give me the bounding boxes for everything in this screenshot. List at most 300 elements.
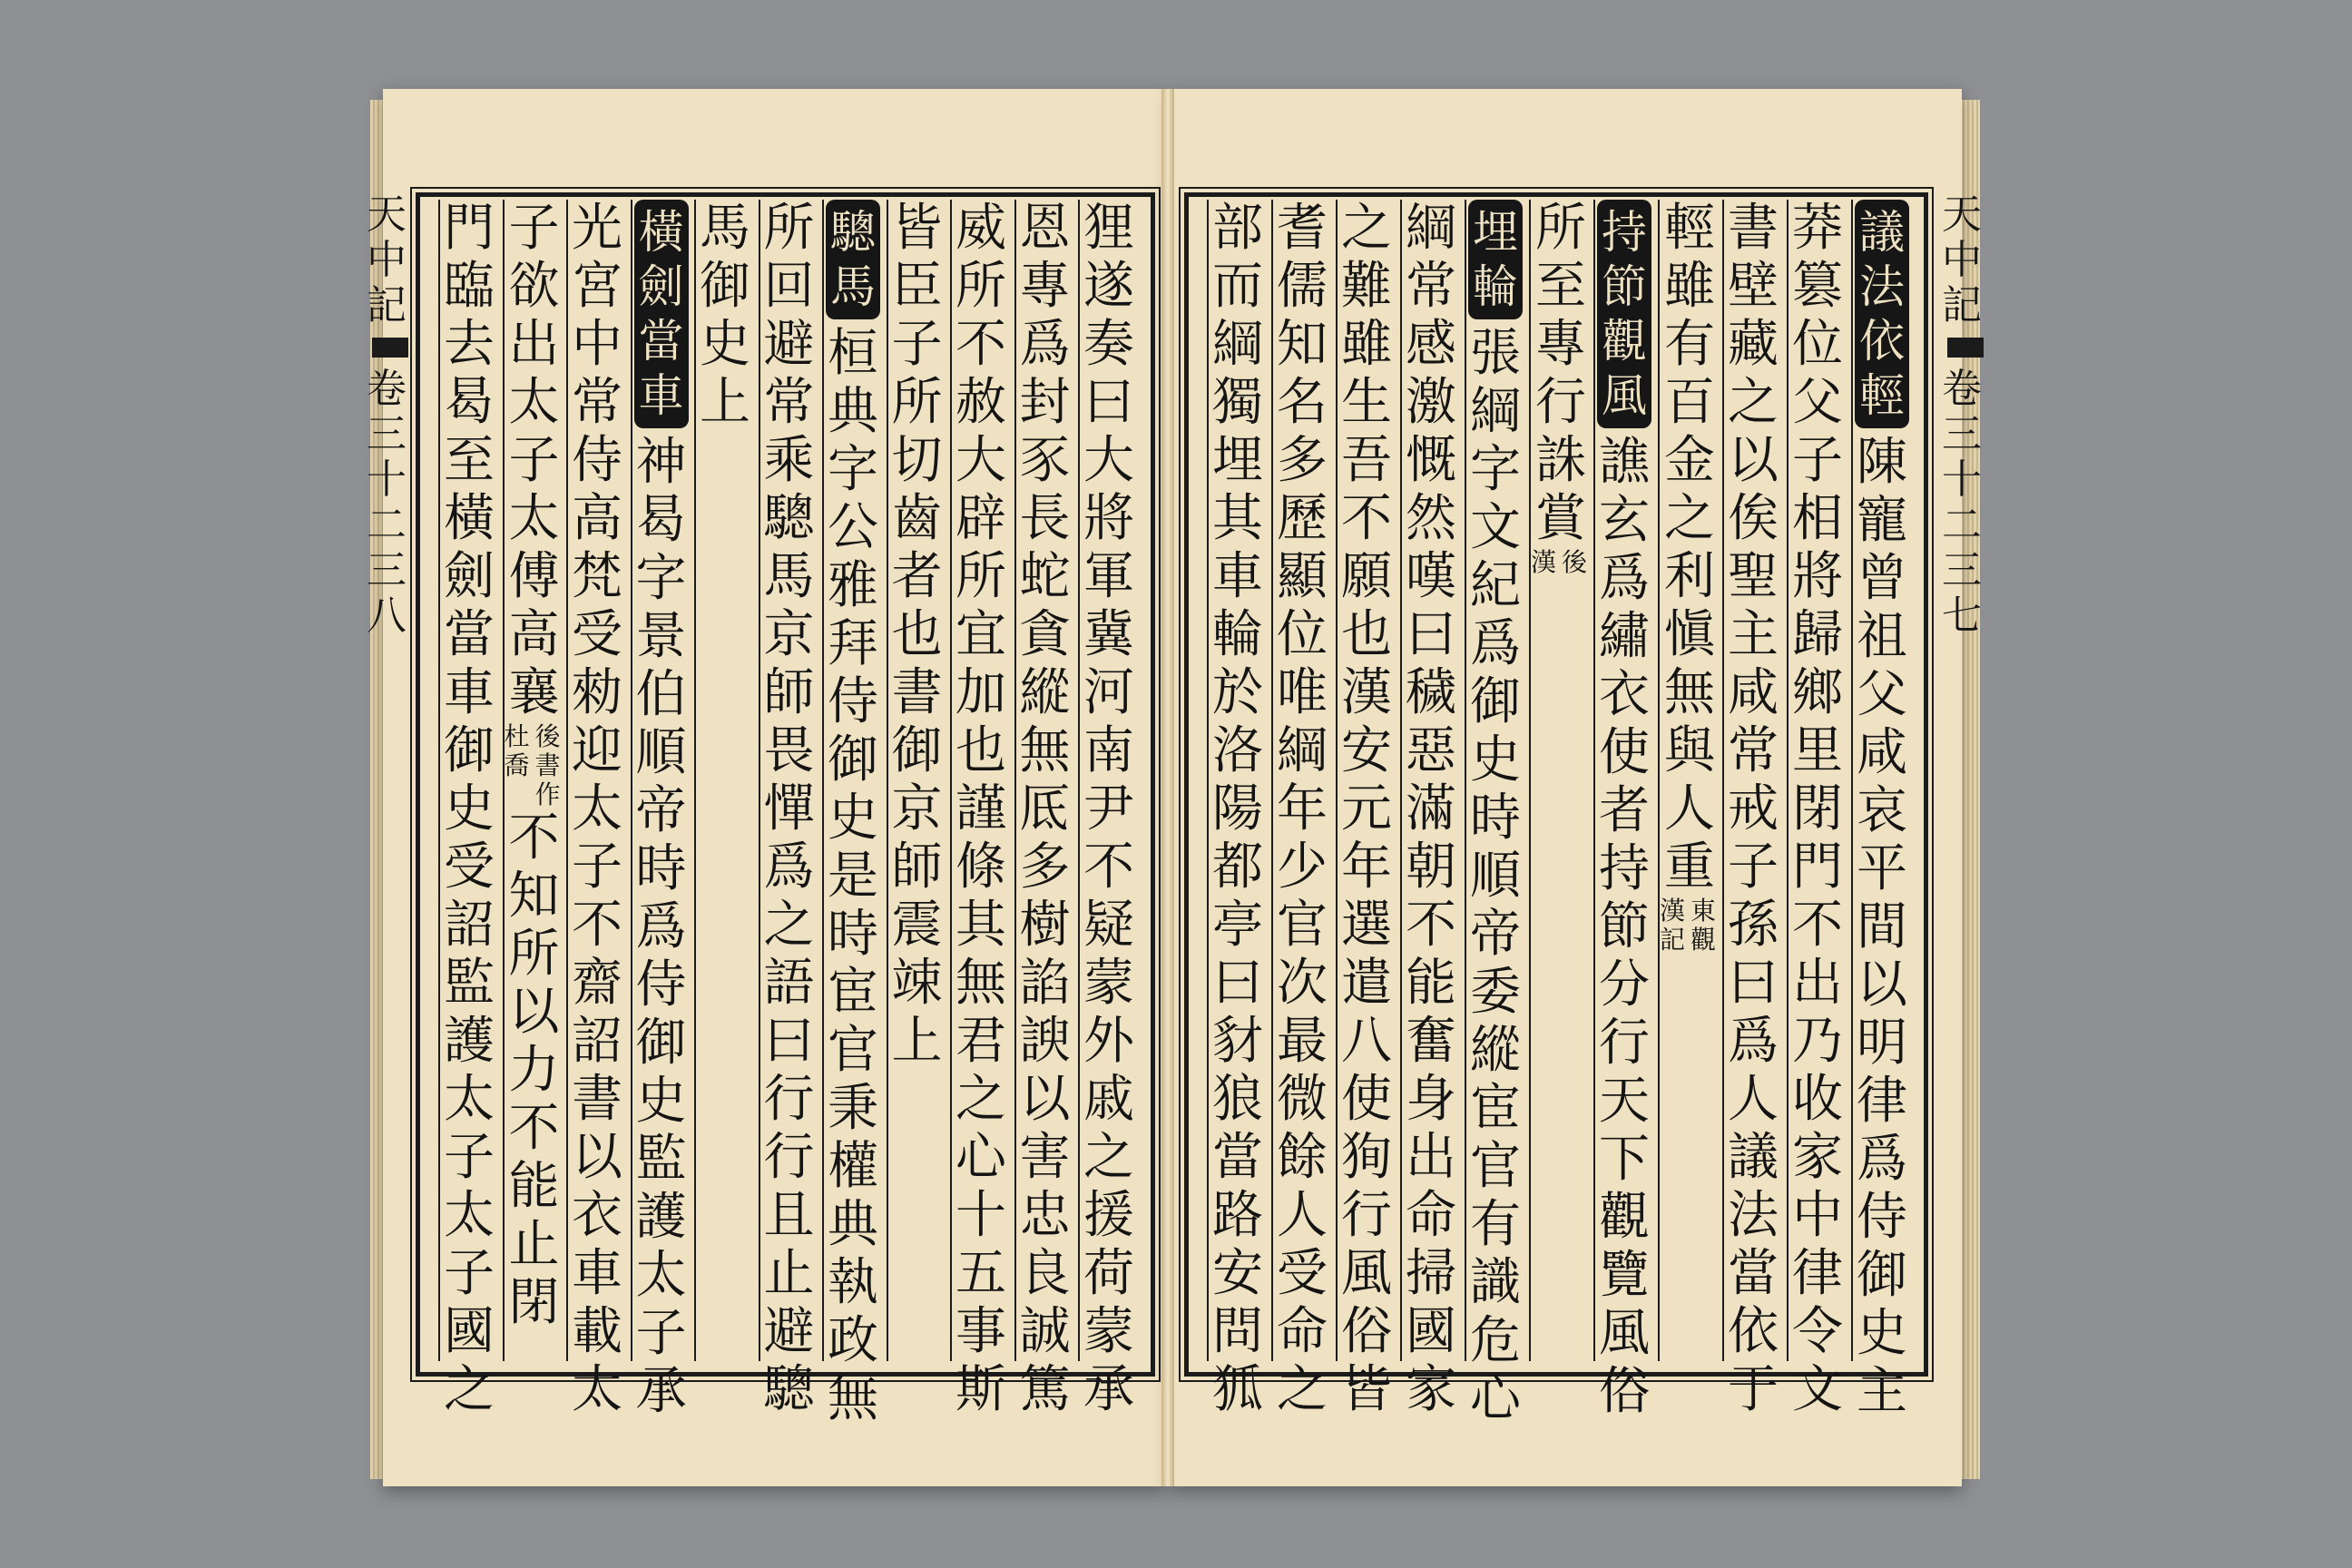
column-char: 常 xyxy=(1406,257,1456,316)
note-char: 觀 xyxy=(1690,925,1717,955)
column-char: 常 xyxy=(1728,721,1779,780)
column-char: 侍 xyxy=(635,956,687,1014)
column-char: 上 xyxy=(891,1012,943,1071)
column-char: 遂 xyxy=(1083,257,1134,316)
column-char: 回 xyxy=(763,257,815,316)
note-char: 作 xyxy=(534,779,561,809)
column-char: 御 xyxy=(828,730,878,789)
column-char: 綱 xyxy=(1277,721,1328,780)
column-char: 詔 xyxy=(572,1012,622,1071)
column-char: 太 xyxy=(508,489,560,548)
column-char: 橫 xyxy=(444,489,495,548)
text-column xyxy=(566,199,626,1419)
column-char: 史 xyxy=(444,779,495,838)
heading-char: 議 xyxy=(1859,206,1905,259)
text-column xyxy=(950,199,1010,1419)
column-char: 與 xyxy=(1664,721,1715,780)
column-char: 家 xyxy=(1406,1360,1456,1419)
column-char: 監 xyxy=(444,954,495,1013)
column-char: 於 xyxy=(1212,663,1263,722)
column-char: 中 xyxy=(1792,1186,1843,1245)
text-column xyxy=(1336,199,1396,1419)
column-char: 梵 xyxy=(572,547,622,606)
column-char: 秉 xyxy=(828,1079,878,1138)
column-char: 願 xyxy=(1341,547,1392,606)
column-char: 亭 xyxy=(1212,896,1263,955)
column-char: 字 xyxy=(635,549,687,608)
column-char: 五 xyxy=(956,1244,1006,1303)
column-char: 安 xyxy=(1212,1244,1263,1303)
column-char: 父 xyxy=(1792,373,1843,432)
text-column xyxy=(822,200,882,1428)
column-char: 承 xyxy=(1083,1360,1134,1419)
column-char: 出 xyxy=(1406,1128,1456,1187)
column-char: 詔 xyxy=(444,896,495,955)
column-char: 時 xyxy=(1470,789,1521,848)
column-char: 諛 xyxy=(1019,1012,1071,1071)
heading-char: 橫 xyxy=(638,206,684,259)
column-char: 止 xyxy=(763,1244,815,1303)
column-char: 至 xyxy=(444,431,495,490)
column-char: 輪 xyxy=(1212,605,1263,664)
column-char: 車 xyxy=(572,1244,622,1303)
column-char: 行 xyxy=(763,1070,815,1129)
column-char: 侍 xyxy=(572,431,622,490)
heading-char: 持 xyxy=(1602,206,1647,259)
heading-char: 驄 xyxy=(830,206,876,259)
column-char: 憚 xyxy=(763,779,815,838)
column-char: 景 xyxy=(635,607,687,666)
column-char: 官 xyxy=(1470,1137,1521,1196)
entry-heading xyxy=(1468,200,1523,319)
column-char: 命 xyxy=(1277,1302,1328,1361)
text-column xyxy=(887,200,946,1361)
column-char: 竦 xyxy=(891,954,943,1013)
column-char: 力 xyxy=(508,1041,560,1100)
column-char: 鄉 xyxy=(1792,663,1843,722)
column-char: 利 xyxy=(1664,547,1715,606)
column-char: 太 xyxy=(572,1360,622,1419)
column-char: 御 xyxy=(1857,1246,1907,1305)
banxin-page-number: 三七 xyxy=(1942,547,1982,639)
column-char: 下 xyxy=(1599,1130,1650,1189)
column-char: 收 xyxy=(1792,1070,1843,1129)
text-column xyxy=(1593,200,1653,1421)
column-char: 中 xyxy=(572,315,622,374)
column-char: 無 xyxy=(828,1369,878,1428)
column-char: 乃 xyxy=(1792,1012,1843,1071)
note-char: 杜 xyxy=(504,721,530,751)
column-char: 畏 xyxy=(763,721,815,780)
text-column xyxy=(438,199,498,1419)
column-char: 震 xyxy=(891,896,943,955)
column-char: 多 xyxy=(1277,431,1328,490)
column-char: 使 xyxy=(1599,723,1650,782)
column-char: 壁 xyxy=(1728,257,1779,316)
column-char: 之 xyxy=(1728,373,1779,432)
column-char: 將 xyxy=(1792,547,1843,606)
column-char: 勑 xyxy=(572,663,622,722)
column-char: 以 xyxy=(1019,1070,1071,1129)
text-column xyxy=(1851,200,1911,1421)
column-char: 加 xyxy=(956,663,1006,722)
column-char: 之 xyxy=(1341,199,1392,258)
heading-char: 輪 xyxy=(1473,260,1518,313)
column-char: 將 xyxy=(1083,489,1134,548)
column-char: 洛 xyxy=(1212,721,1263,780)
banxin-page-number: 三八 xyxy=(367,547,407,639)
column-char: 紀 xyxy=(1470,556,1521,615)
column-char: 分 xyxy=(1599,956,1650,1014)
column-char: 政 xyxy=(828,1311,878,1370)
fish-tail-mark xyxy=(1947,338,1984,358)
text-column xyxy=(1400,199,1460,1419)
text-column xyxy=(1465,200,1524,1428)
column-char: 劍 xyxy=(444,547,495,606)
heading-char: 法 xyxy=(1859,260,1905,313)
column-char: 不 xyxy=(1792,896,1843,955)
column-char: 書 xyxy=(572,1070,622,1129)
column-char: 感 xyxy=(1406,315,1456,374)
column-char: 豺 xyxy=(1212,1012,1263,1071)
column-char: 文 xyxy=(1470,498,1521,557)
column-char: 無 xyxy=(1664,663,1715,722)
column-char: 迎 xyxy=(572,721,622,780)
column-char: 縱 xyxy=(1019,663,1071,722)
column-char: 御 xyxy=(635,1014,687,1073)
column-char: 語 xyxy=(763,954,815,1013)
column-char: 專 xyxy=(1535,315,1586,374)
column-char: 順 xyxy=(635,723,687,782)
column-char: 知 xyxy=(508,867,560,926)
column-char: 避 xyxy=(763,315,815,374)
column-char: 馬 xyxy=(700,199,750,258)
column-char: 師 xyxy=(763,663,815,722)
column-char: 父 xyxy=(1857,665,1907,724)
column-char: 咸 xyxy=(1728,663,1779,722)
column-char: 官 xyxy=(828,1021,878,1080)
column-char: 臣 xyxy=(891,257,943,316)
text-column xyxy=(1014,199,1074,1419)
entry-heading xyxy=(634,200,689,428)
column-char: 爲 xyxy=(1019,315,1071,374)
column-char: 齋 xyxy=(572,954,622,1013)
column-char: 厎 xyxy=(1019,779,1071,838)
column-char: 典 xyxy=(828,1195,878,1254)
text-column xyxy=(1271,199,1331,1419)
column-char: 能 xyxy=(508,1157,560,1216)
column-char: 車 xyxy=(1212,547,1263,606)
column-char: 譙 xyxy=(1599,433,1650,492)
column-char: 間 xyxy=(1857,897,1907,956)
column-char: 護 xyxy=(635,1188,687,1247)
column-char: 綱 xyxy=(1470,382,1521,441)
column-char: 俟 xyxy=(1728,489,1779,548)
text-column xyxy=(1529,200,1591,1361)
column-char: 以 xyxy=(1857,956,1907,1014)
column-char: 齒 xyxy=(891,489,943,548)
column-char: 聖 xyxy=(1728,547,1779,606)
entry-heading xyxy=(1597,200,1651,428)
column-char: 乘 xyxy=(763,431,815,490)
column-char: 書 xyxy=(891,663,943,722)
column-char: 生 xyxy=(1341,373,1392,432)
column-char: 百 xyxy=(1664,373,1715,432)
interlinear-note xyxy=(505,722,564,809)
column-char: 豕 xyxy=(1019,431,1071,490)
column-char: 書 xyxy=(1728,199,1779,258)
column-char: 皆 xyxy=(891,199,943,258)
column-char: 無 xyxy=(956,954,1006,1013)
column-char: 位 xyxy=(1277,605,1328,664)
column-char: 帝 xyxy=(1470,905,1521,964)
column-char: 祖 xyxy=(1857,607,1907,666)
column-char: 御 xyxy=(891,721,943,780)
text-column xyxy=(694,200,754,1361)
column-char: 陽 xyxy=(1212,779,1263,838)
column-char: 曰 xyxy=(763,1012,815,1071)
column-char: 出 xyxy=(508,315,560,374)
column-char: 所 xyxy=(508,925,560,984)
column-char: 蛇 xyxy=(1019,547,1071,606)
column-char: 諂 xyxy=(1019,954,1071,1013)
column-char: 陳 xyxy=(1857,433,1907,492)
column-char: 斯 xyxy=(956,1360,1006,1419)
column-char: 宜 xyxy=(956,605,1006,664)
column-char: 以 xyxy=(1728,431,1779,490)
column-char: 其 xyxy=(1212,489,1263,548)
column-char: 史 xyxy=(700,315,750,374)
column-char: 之 xyxy=(1664,489,1715,548)
column-char: 子 xyxy=(635,1304,687,1363)
column-char: 外 xyxy=(1083,1012,1134,1071)
column-char: 荷 xyxy=(1083,1244,1134,1303)
column-char: 年 xyxy=(1277,779,1328,838)
column-char: 子 xyxy=(891,315,943,374)
column-char: 受 xyxy=(444,838,495,897)
column-char: 激 xyxy=(1406,373,1456,432)
column-char: 子 xyxy=(1728,838,1779,897)
column-char: 且 xyxy=(763,1186,815,1245)
column-char: 顯 xyxy=(1277,547,1328,606)
column-char: 莽 xyxy=(1792,199,1843,258)
text-column xyxy=(503,200,564,1361)
column-char: 于 xyxy=(1728,1360,1779,1419)
column-char: 狥 xyxy=(1341,1128,1392,1187)
column-char: 受 xyxy=(1277,1244,1328,1303)
column-char: 常 xyxy=(763,373,815,432)
column-char: 樹 xyxy=(1019,896,1071,955)
column-char: 能 xyxy=(1406,954,1456,1013)
column-char: 寵 xyxy=(1857,491,1907,550)
column-char: 不 xyxy=(508,1099,560,1158)
column-char: 援 xyxy=(1083,1186,1134,1245)
column-char: 重 xyxy=(1664,838,1715,897)
column-char: 誅 xyxy=(1535,431,1586,490)
column-char: 然 xyxy=(1406,489,1456,548)
column-char: 史 xyxy=(635,1072,687,1131)
column-char: 不 xyxy=(572,896,622,955)
heading-char: 節 xyxy=(1602,260,1647,313)
column-char: 曷 xyxy=(635,491,687,550)
column-char: 忠 xyxy=(1019,1186,1071,1245)
column-char: 歷 xyxy=(1277,489,1328,548)
column-char: 雖 xyxy=(1341,315,1392,374)
column-char: 常 xyxy=(572,373,622,432)
column-char: 太 xyxy=(635,1246,687,1305)
text-column xyxy=(1078,199,1138,1419)
book-gutter xyxy=(1161,89,1174,1486)
interlinear-note xyxy=(1531,548,1591,577)
banxin-title: 天中記 xyxy=(1942,191,1982,328)
column-char: 爲 xyxy=(1599,549,1650,608)
column-char: 爲 xyxy=(1857,1130,1907,1189)
column-char: 位 xyxy=(1792,315,1843,374)
column-char: 而 xyxy=(1212,257,1263,316)
column-char: 之 xyxy=(956,1070,1006,1129)
column-char: 名 xyxy=(1277,373,1328,432)
column-char: 子 xyxy=(444,1244,495,1303)
column-char: 儒 xyxy=(1277,257,1328,316)
entry-heading xyxy=(826,200,880,319)
fish-tail-mark xyxy=(372,338,408,358)
column-char: 御 xyxy=(700,257,750,316)
column-char: 閉 xyxy=(508,1273,560,1332)
column-char: 心 xyxy=(956,1128,1006,1187)
column-char: 縱 xyxy=(1470,1021,1521,1080)
column-char: 餘 xyxy=(1277,1128,1328,1187)
column-char: 輕 xyxy=(1664,199,1715,258)
column-char: 御 xyxy=(444,721,495,780)
banxin-volume: 卷三十二 xyxy=(1942,366,1982,548)
column-char: 識 xyxy=(1470,1253,1521,1312)
column-char: 所 xyxy=(956,547,1006,606)
column-char: 貪 xyxy=(1019,605,1071,664)
text-column xyxy=(1207,199,1267,1419)
column-char: 御 xyxy=(1470,672,1521,731)
column-char: 當 xyxy=(1728,1244,1779,1303)
column-char: 不 xyxy=(1083,838,1134,897)
column-char: 行 xyxy=(1341,1186,1392,1245)
column-char: 狼 xyxy=(1212,1070,1263,1129)
column-char: 俗 xyxy=(1599,1362,1650,1421)
column-char: 里 xyxy=(1792,721,1843,780)
column-char: 謹 xyxy=(956,779,1006,838)
column-char: 也 xyxy=(956,721,1006,780)
column-char: 心 xyxy=(1470,1369,1521,1428)
column-char: 當 xyxy=(1212,1128,1263,1187)
column-char: 閉 xyxy=(1792,779,1843,838)
column-char: 俗 xyxy=(1341,1302,1392,1361)
column-char: 安 xyxy=(1341,721,1392,780)
note-char: 後 xyxy=(534,721,561,751)
column-char: 執 xyxy=(828,1253,878,1312)
column-char: 太 xyxy=(572,779,622,838)
column-char: 爲 xyxy=(1470,614,1521,673)
column-char: 侍 xyxy=(828,672,878,731)
column-char: 良 xyxy=(1019,1244,1071,1303)
column-char: 國 xyxy=(444,1302,495,1361)
column-char: 帝 xyxy=(635,781,687,840)
column-char: 至 xyxy=(1535,257,1586,316)
column-char: 有 xyxy=(1664,315,1715,374)
column-char: 都 xyxy=(1212,838,1263,897)
column-char: 河 xyxy=(1083,663,1134,722)
column-char: 以 xyxy=(508,983,560,1042)
column-char: 咸 xyxy=(1857,723,1907,782)
text-column xyxy=(631,200,691,1421)
column-char: 之 xyxy=(1083,1128,1134,1187)
column-char: 以 xyxy=(572,1128,622,1187)
column-char: 南 xyxy=(1083,721,1134,780)
column-char: 風 xyxy=(1599,1304,1650,1363)
column-char: 曾 xyxy=(1857,549,1907,608)
column-char: 者 xyxy=(891,547,943,606)
column-char: 光 xyxy=(572,199,622,258)
column-char: 欲 xyxy=(508,257,560,316)
heading-char: 依 xyxy=(1859,315,1905,368)
column-char: 史 xyxy=(828,789,878,848)
column-char: 出 xyxy=(1792,954,1843,1013)
heading-char: 馬 xyxy=(830,260,876,313)
column-char: 上 xyxy=(700,373,750,432)
column-char: 害 xyxy=(1019,1128,1071,1187)
column-char: 軍 xyxy=(1083,547,1134,606)
heading-char: 劍 xyxy=(638,260,684,313)
column-char: 不 xyxy=(956,315,1006,374)
column-char: 公 xyxy=(828,498,878,557)
note-line xyxy=(505,722,534,809)
entry-heading xyxy=(1855,200,1909,428)
note-char: 後 xyxy=(1562,547,1588,577)
heading-char: 車 xyxy=(638,369,684,422)
right-fore-edge-label xyxy=(1942,192,1989,1372)
note-line xyxy=(1531,548,1560,577)
column-char: 綱 xyxy=(1406,199,1456,258)
column-char: 行 xyxy=(763,1128,815,1187)
column-char: 冀 xyxy=(1083,605,1134,664)
column-char: 曷 xyxy=(444,373,495,432)
column-char: 文 xyxy=(1792,1360,1843,1419)
column-char: 太 xyxy=(508,373,560,432)
column-char: 門 xyxy=(444,199,495,258)
column-char: 字 xyxy=(828,440,878,499)
column-char: 驄 xyxy=(763,489,815,548)
left-fore-edge-label xyxy=(367,192,414,1372)
note-char: 喬 xyxy=(504,750,530,780)
column-char: 愼 xyxy=(1664,605,1715,664)
column-char: 知 xyxy=(1277,315,1328,374)
column-char: 雅 xyxy=(828,556,878,615)
column-char: 子 xyxy=(508,431,560,490)
column-char: 順 xyxy=(1470,847,1521,906)
column-char: 有 xyxy=(1470,1195,1521,1254)
column-char: 所 xyxy=(956,257,1006,316)
column-char: 孫 xyxy=(1728,896,1779,955)
column-char: 護 xyxy=(444,1012,495,1071)
column-char: 載 xyxy=(572,1302,622,1361)
column-char: 之 xyxy=(444,1360,495,1419)
column-char: 節 xyxy=(1599,897,1650,956)
column-char: 所 xyxy=(763,199,815,258)
column-char: 難 xyxy=(1341,257,1392,316)
column-char: 戚 xyxy=(1083,1070,1134,1129)
column-char: 奮 xyxy=(1406,1012,1456,1071)
column-char: 誠 xyxy=(1019,1302,1071,1361)
column-char: 行 xyxy=(1535,373,1586,432)
note-char: 漢 xyxy=(1531,547,1557,577)
column-char: 藏 xyxy=(1728,315,1779,374)
